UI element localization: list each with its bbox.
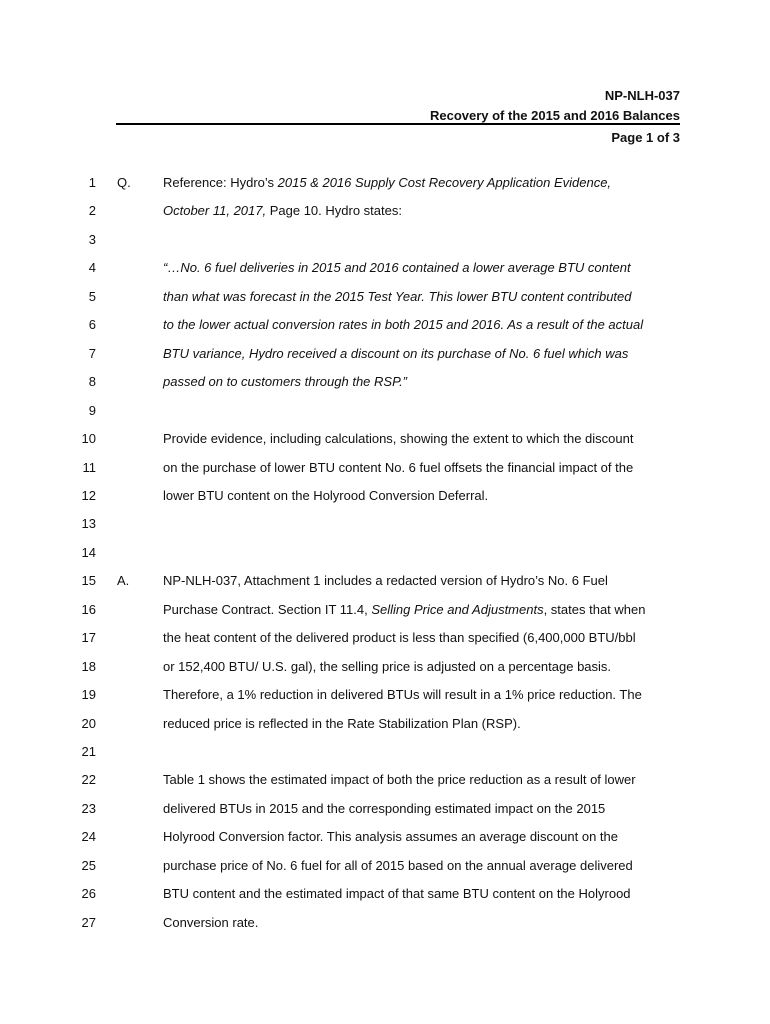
- line-text: [163, 913, 258, 933]
- line-number: 24: [81, 829, 96, 844]
- document-line: [0, 458, 770, 478]
- line-text: [163, 600, 645, 620]
- line-text: [163, 173, 611, 193]
- line-text: [163, 799, 605, 819]
- text-segment: delivered BTUs in 2015 and the corresponding estimated impact on the 2015: [163, 801, 606, 816]
- document-line: [0, 344, 770, 364]
- line-number: 13: [81, 516, 96, 531]
- line-text: [163, 372, 407, 392]
- text-segment: Conversion rate.: [163, 915, 259, 930]
- line-text: [163, 258, 631, 278]
- text-segment: BTU content and the estimated impact of that same BTU content on the Holyrood: [163, 886, 631, 901]
- document-line: [0, 571, 770, 591]
- document-line: [0, 401, 770, 421]
- line-text: [163, 714, 521, 734]
- line-number: 8: [88, 374, 96, 389]
- document-line: [0, 856, 770, 876]
- text-segment: on the purchase of lower BTU content No. 6 fuel offsets the financial impact of the: [163, 460, 634, 475]
- document-line: [0, 884, 770, 904]
- line-text: [163, 628, 636, 648]
- line-text: [163, 657, 611, 677]
- document-line: [0, 486, 770, 506]
- document-line: [0, 685, 770, 705]
- document-line: [0, 429, 770, 449]
- document-line: [0, 827, 770, 847]
- line-number: 3: [88, 232, 96, 247]
- line-text: [163, 685, 642, 705]
- text-segment: Page 10. Hydro states:: [266, 203, 402, 218]
- line-number: 18: [81, 659, 96, 674]
- document-line: [0, 799, 770, 819]
- line-number: 4: [88, 260, 96, 275]
- line-number: 7: [88, 346, 96, 361]
- header-rule: [116, 123, 680, 125]
- italic-text-segment: to the lower actual conversion rates in both 2015 and 2016. As a result of the actual: [163, 317, 644, 332]
- italic-text-segment: passed on to customers through the RSP.”: [163, 374, 408, 389]
- document-line: [0, 770, 770, 790]
- line-number: 6: [88, 317, 96, 332]
- text-segment: Table 1 shows the estimated impact of both the price reduction as a result of lower: [163, 772, 636, 787]
- text-segment: Therefore, a 1% reduction in delivered BTUs will result in a 1% price reduction. The: [163, 687, 642, 702]
- line-text: [163, 770, 636, 790]
- line-text: [163, 344, 628, 364]
- text-segment: Purchase Contract. Section IT 11.4,: [163, 602, 372, 617]
- text-segment: or 152,400 BTU/ U.S. gal), the selling price is adjusted on a percentage basis.: [163, 659, 612, 674]
- line-number: 25: [81, 858, 96, 873]
- document-line: [0, 714, 770, 734]
- line-number: 10: [81, 431, 96, 446]
- answer-marker: A.: [117, 573, 130, 588]
- text-segment: , states that when: [543, 602, 646, 617]
- italic-text-segment: “…No. 6 fuel deliveries in 2015 and 2016 contained a lower average BTU content: [163, 260, 631, 275]
- line-number: 12: [81, 488, 96, 503]
- question-marker: Q.: [117, 175, 131, 190]
- text-segment: Reference: Hydro’s: [163, 175, 278, 190]
- line-number: 2: [88, 203, 96, 218]
- document-line: [0, 315, 770, 335]
- document-line: [0, 173, 770, 193]
- text-segment: NP-NLH-037, Attachment 1 includes a redacted version of Hydro’s No. 6 Fuel: [163, 573, 608, 588]
- line-text: [163, 315, 643, 335]
- line-number: 1: [88, 175, 96, 190]
- line-text: [163, 571, 608, 591]
- line-number: 11: [82, 460, 96, 475]
- document-header: [430, 86, 680, 126]
- line-number: 14: [81, 545, 96, 560]
- line-number: 15: [81, 573, 96, 588]
- document-line: [0, 258, 770, 278]
- text-segment: the heat content of the delivered product is less than specified (6,400,000 BTU/bbl: [163, 630, 636, 645]
- italic-text-segment: than what was forecast in the 2015 Test Year. This lower BTU content contributed: [163, 289, 632, 304]
- line-number: 20: [81, 716, 96, 731]
- line-number: 9: [88, 403, 96, 418]
- document-line: [0, 657, 770, 677]
- text-segment: Provide evidence, including calculations, showing the extent to which the discount: [163, 431, 634, 446]
- document-title: Recovery of the 2015 and 2016 Balances: [429, 108, 680, 123]
- line-number: 19: [81, 687, 96, 702]
- line-number: 16: [81, 602, 96, 617]
- line-text: [163, 856, 633, 876]
- italic-text-segment: 2015 & 2016 Supply Cost Recovery Application Evidence,: [277, 175, 612, 190]
- italic-text-segment: October 11, 2017,: [163, 203, 267, 218]
- document-line: [0, 201, 770, 221]
- line-number: 26: [81, 886, 96, 901]
- line-number: 17: [81, 630, 96, 645]
- document-line: [0, 372, 770, 392]
- line-text: [163, 201, 402, 221]
- line-text: [163, 287, 632, 307]
- line-text: [163, 827, 618, 847]
- text-segment: lower BTU content on the Holyrood Conversion Deferral.: [163, 488, 489, 503]
- line-text: [163, 458, 633, 478]
- line-number: 5: [88, 289, 96, 304]
- document-id: NP-NLH-037: [604, 88, 680, 103]
- text-segment: purchase price of No. 6 fuel for all of 2015 based on the annual average delivered: [163, 858, 633, 873]
- line-number: 22: [81, 772, 96, 787]
- line-number: 21: [81, 744, 96, 759]
- line-number: 23: [81, 801, 96, 816]
- text-segment: reduced price is reflected in the Rate Stabilization Plan (RSP).: [163, 716, 521, 731]
- document-line: [0, 600, 770, 620]
- page-number: Page 1 of 3: [611, 130, 680, 145]
- line-number: 27: [81, 915, 96, 930]
- document-line: [0, 742, 770, 762]
- italic-text-segment: Selling Price and Adjustments: [371, 602, 544, 617]
- document-line: [0, 628, 770, 648]
- line-text: [163, 486, 488, 506]
- document-line: [0, 514, 770, 534]
- document-line: [0, 230, 770, 250]
- line-text: [163, 884, 631, 904]
- document-line: [0, 543, 770, 563]
- text-segment: Holyrood Conversion factor. This analysis assumes an average discount on the: [163, 829, 619, 844]
- line-text: [163, 429, 633, 449]
- document-line: [0, 913, 770, 933]
- document-line: [0, 287, 770, 307]
- italic-text-segment: BTU variance, Hydro received a discount on its purchase of No. 6 fuel which was: [163, 346, 629, 361]
